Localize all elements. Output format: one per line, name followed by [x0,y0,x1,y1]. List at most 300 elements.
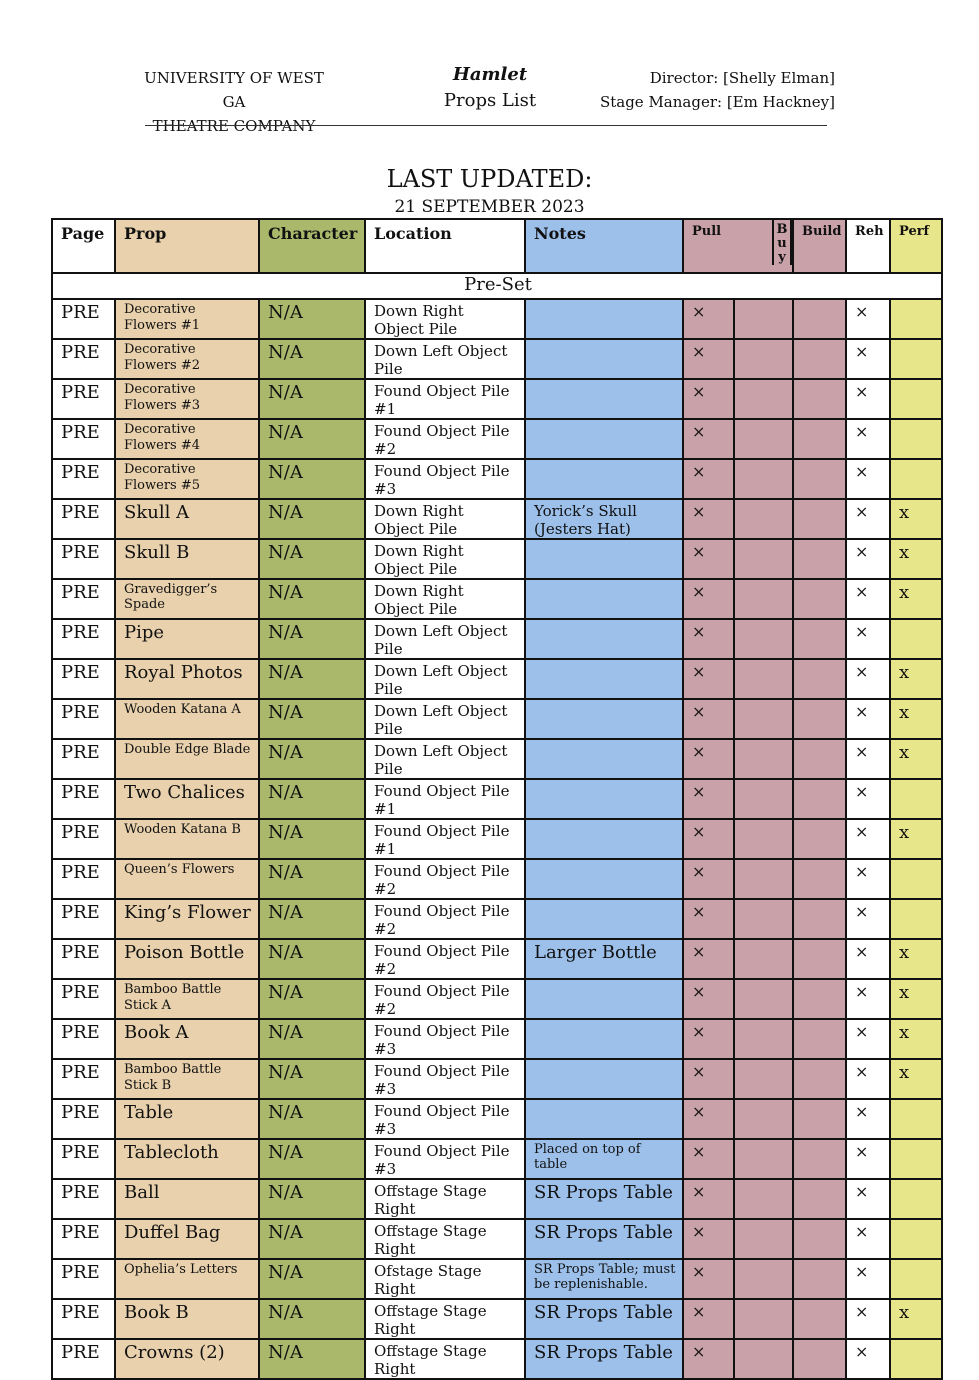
director-credit: Director: [Shelly Elman] [649,69,835,87]
cell-prop: Double Edge Blade [115,739,259,779]
cell-prop: Wooden Katana B [115,819,259,859]
cell-reh: × [846,499,890,539]
cell-pull: × [683,779,734,819]
table-row [52,499,942,539]
cell-pull: × [683,1179,734,1219]
cell-build [793,1259,846,1299]
cell-notes [525,1099,683,1139]
cell-pull: × [683,539,734,579]
cell-character: N/A [259,939,365,979]
cell-character: N/A [259,979,365,1019]
cell-pull: × [683,699,734,739]
document-title-block [420,62,560,114]
cell-buy [734,419,793,459]
cell-character: N/A [259,299,365,339]
cell-location: Found Object Pile #3 [365,1099,525,1139]
cell-perf: x [890,699,942,739]
table-row [52,1059,942,1099]
cell-location: Found Object Pile #3 [365,459,525,499]
cell-perf [890,1339,942,1379]
cell-prop: Skull B [115,539,259,579]
document-subtitle: Props List [443,90,537,111]
cell-pull: × [683,739,734,779]
cell-character: N/A [259,1059,365,1099]
table-row [52,1179,942,1219]
cell-pull: × [683,659,734,699]
cell-perf: x [890,1019,942,1059]
play-title: Hamlet [452,64,528,85]
cell-location: Found Object Pile #3 [365,1019,525,1059]
cell-notes [525,379,683,419]
col-header-character: Character [259,219,365,273]
cell-buy [734,1059,793,1099]
cell-prop: Poison Bottle [115,939,259,979]
cell-buy [734,1259,793,1299]
cell-build [793,339,846,379]
cell-notes [525,619,683,659]
cell-buy [734,1099,793,1139]
cell-pull: × [683,339,734,379]
cell-reh: × [846,1259,890,1299]
cell-page: PRE [52,499,115,539]
cell-notes [525,579,683,619]
table-row [52,1219,942,1259]
cell-character: N/A [259,659,365,699]
cell-pull: × [683,819,734,859]
cell-perf [890,339,942,379]
cell-page: PRE [52,819,115,859]
cell-build [793,619,846,659]
cell-pull: × [683,459,734,499]
props-table [51,218,943,1380]
cell-location: Offstage Stage Right [365,1339,525,1379]
cell-reh: × [846,819,890,859]
cell-location: Found Object Pile #2 [365,859,525,899]
cell-location: Down Left Object Pile [365,699,525,739]
cell-reh: × [846,419,890,459]
cell-notes [525,859,683,899]
organization-name [144,66,324,138]
table-row [52,539,942,579]
cell-location: Found Object Pile #1 [365,779,525,819]
cell-build [793,419,846,459]
cell-prop: Queen’s Flowers [115,859,259,899]
col-header-page: Page [52,219,115,273]
cell-perf: x [890,579,942,619]
cell-buy [734,619,793,659]
table-row [52,1299,942,1339]
cell-character: N/A [259,459,365,499]
document-header [0,62,979,135]
org-line-1: UNIVERSITY OF WEST GA [144,69,324,111]
col-header-buy: B u y [772,220,792,265]
cell-pull: × [683,1059,734,1099]
cell-character: N/A [259,619,365,659]
cell-perf [890,1099,942,1139]
cell-buy [734,1139,793,1179]
cell-perf: x [890,499,942,539]
cell-character: N/A [259,1339,365,1379]
cell-character: N/A [259,539,365,579]
cell-character: N/A [259,739,365,779]
cell-buy [734,1219,793,1259]
cell-perf [890,1179,942,1219]
cell-prop: Book B [115,1299,259,1339]
cell-notes: Placed on top of table [525,1139,683,1179]
cell-location: Found Object Pile #2 [365,979,525,1019]
cell-pull: × [683,619,734,659]
cell-buy [734,659,793,699]
cell-pull: × [683,979,734,1019]
cell-notes: SR Props Table [525,1339,683,1379]
table-row [52,459,942,499]
cell-character: N/A [259,779,365,819]
cell-build [793,299,846,339]
cell-pull: × [683,899,734,939]
cell-reh: × [846,979,890,1019]
col-header-pull: Pull [692,224,722,239]
cell-prop: Duffel Bag [115,1219,259,1259]
cell-reh: × [846,779,890,819]
cell-buy [734,459,793,499]
cell-pull: × [683,499,734,539]
cell-reh: × [846,539,890,579]
cell-reh: × [846,1139,890,1179]
cell-reh: × [846,859,890,899]
col-header-reh: Reh [846,219,890,273]
cell-reh: × [846,339,890,379]
stage-manager-credit: Stage Manager: [Em Hackney] [599,93,835,111]
cell-buy [734,1019,793,1059]
cell-location: Found Object Pile #2 [365,419,525,459]
cell-prop: Royal Photos [115,659,259,699]
cell-build [793,979,846,1019]
cell-character: N/A [259,1099,365,1139]
table-row [52,1099,942,1139]
cell-build [793,1019,846,1059]
cell-buy [734,859,793,899]
cell-build [793,539,846,579]
table-row [52,1339,942,1379]
cell-page: PRE [52,1299,115,1339]
cell-buy [734,579,793,619]
cell-reh: × [846,1019,890,1059]
cell-page: PRE [52,1019,115,1059]
cell-character: N/A [259,499,365,539]
cell-location: Offstage Stage Right [365,1219,525,1259]
cell-notes [525,699,683,739]
cell-notes: SR Props Table; must be replenishable. [525,1259,683,1299]
cell-notes [525,1019,683,1059]
cell-location: Down Left Object Pile [365,739,525,779]
cell-build [793,779,846,819]
cell-buy [734,539,793,579]
cell-buy [734,779,793,819]
cell-page: PRE [52,659,115,699]
cell-page: PRE [52,859,115,899]
cell-buy [734,939,793,979]
cell-perf: x [890,979,942,1019]
cell-page: PRE [52,459,115,499]
table-row [52,659,942,699]
table-row [52,979,942,1019]
cell-page: PRE [52,1099,115,1139]
cell-build [793,1059,846,1099]
cell-reh: × [846,299,890,339]
cell-reh: × [846,659,890,699]
table-row [52,1019,942,1059]
table-row [52,339,942,379]
cell-prop: Ophelia’s Letters [115,1259,259,1299]
cell-reh: × [846,1179,890,1219]
cell-perf [890,1259,942,1299]
cell-buy [734,299,793,339]
cell-notes [525,979,683,1019]
cell-pull: × [683,579,734,619]
cell-character: N/A [259,899,365,939]
cell-notes [525,539,683,579]
cell-prop: Table [115,1099,259,1139]
cell-page: PRE [52,699,115,739]
cell-build [793,499,846,539]
cell-buy [734,339,793,379]
cell-prop: Decorative Flowers #5 [115,459,259,499]
col-header-perf: Perf [890,219,942,273]
cell-pull: × [683,1299,734,1339]
cell-location: Offstage Stage Right [365,1179,525,1219]
cell-reh: × [846,1339,890,1379]
cell-perf [890,1139,942,1179]
cell-character: N/A [259,1019,365,1059]
cell-prop: Bamboo Battle Stick B [115,1059,259,1099]
table-row [52,379,942,419]
cell-pull: × [683,859,734,899]
cell-location: Found Object Pile #2 [365,899,525,939]
cell-pull: × [683,1259,734,1299]
cell-page: PRE [52,939,115,979]
cell-notes [525,459,683,499]
cell-build [793,699,846,739]
cell-prop: Bamboo Battle Stick A [115,979,259,1019]
cell-prop: Tablecloth [115,1139,259,1179]
cell-page: PRE [52,1179,115,1219]
cell-prop: Wooden Katana A [115,699,259,739]
cell-build [793,1099,846,1139]
table-row [52,299,942,339]
cell-build [793,1339,846,1379]
cell-notes: SR Props Table [525,1179,683,1219]
cell-reh: × [846,619,890,659]
cell-prop: Gravedigger’s Spade [115,579,259,619]
cell-notes [525,1059,683,1099]
cell-page: PRE [52,379,115,419]
section-row [52,273,942,299]
cell-perf: x [890,1299,942,1339]
cell-pull: × [683,1219,734,1259]
cell-perf: x [890,739,942,779]
cell-perf [890,1219,942,1259]
cell-location: Found Object Pile #3 [365,1059,525,1099]
cell-page: PRE [52,539,115,579]
cell-location: Down Right Object Pile [365,499,525,539]
cell-prop: Book A [115,1019,259,1059]
cell-prop: Two Chalices [115,779,259,819]
cell-buy [734,739,793,779]
cell-perf [890,459,942,499]
cell-character: N/A [259,1299,365,1339]
cell-prop: Decorative Flowers #3 [115,379,259,419]
cell-build [793,659,846,699]
cell-prop: Crowns (2) [115,1339,259,1379]
col-header-build: Build [793,219,846,273]
cell-reh: × [846,939,890,979]
cell-perf: x [890,539,942,579]
cell-reh: × [846,379,890,419]
cell-page: PRE [52,1339,115,1379]
header-divider [145,125,827,126]
cell-buy [734,1179,793,1219]
cell-build [793,819,846,859]
cell-location: Down Left Object Pile [365,619,525,659]
cell-notes: Larger Bottle [525,939,683,979]
last-updated-date: 21 SEPTEMBER 2023 [394,197,585,217]
cell-page: PRE [52,419,115,459]
cell-perf: x [890,819,942,859]
cell-location: Found Object Pile #1 [365,379,525,419]
cell-perf [890,419,942,459]
cell-buy [734,1339,793,1379]
cell-page: PRE [52,1059,115,1099]
cell-reh: × [846,579,890,619]
cell-prop: Decorative Flowers #1 [115,299,259,339]
col-header-prop: Prop [115,219,259,273]
cell-prop: Pipe [115,619,259,659]
table-row [52,859,942,899]
cell-pull: × [683,299,734,339]
cell-notes [525,779,683,819]
cell-character: N/A [259,699,365,739]
cell-pull: × [683,1019,734,1059]
cell-page: PRE [52,339,115,379]
staff-credits [575,66,835,114]
cell-pull: × [683,1139,734,1179]
cell-build [793,379,846,419]
cell-reh: × [846,739,890,779]
cell-build [793,1139,846,1179]
cell-prop: Ball [115,1179,259,1219]
cell-reh: × [846,1099,890,1139]
cell-location: Ofstage Stage Right [365,1259,525,1299]
cell-prop: Decorative Flowers #4 [115,419,259,459]
cell-notes: SR Props Table [525,1219,683,1259]
cell-character: N/A [259,1219,365,1259]
cell-build [793,1219,846,1259]
cell-character: N/A [259,1259,365,1299]
cell-page: PRE [52,979,115,1019]
cell-page: PRE [52,779,115,819]
cell-notes: Yorick’s Skull (Jesters Hat) [525,499,683,539]
cell-buy [734,1299,793,1339]
cell-buy [734,379,793,419]
cell-pull: × [683,419,734,459]
cell-location: Down Left Object Pile [365,659,525,699]
org-line-2: THEATRE COMPANY [152,117,316,135]
cell-notes [525,339,683,379]
cell-buy [734,819,793,859]
cell-character: N/A [259,1139,365,1179]
cell-buy [734,899,793,939]
last-updated-block [0,164,979,218]
table-row [52,819,942,859]
table-row [52,939,942,979]
cell-page: PRE [52,1219,115,1259]
last-updated-label: LAST UPDATED: [386,165,593,193]
cell-reh: × [846,459,890,499]
cell-character: N/A [259,419,365,459]
cell-notes [525,299,683,339]
cell-notes [525,899,683,939]
cell-reh: × [846,899,890,939]
cell-buy [734,499,793,539]
col-header-location: Location [365,219,525,273]
cell-location: Down Left Object Pile [365,339,525,379]
cell-character: N/A [259,819,365,859]
table-row [52,1259,942,1299]
cell-page: PRE [52,299,115,339]
cell-character: N/A [259,339,365,379]
cell-reh: × [846,1219,890,1259]
table-row [52,899,942,939]
cell-build [793,739,846,779]
cell-page: PRE [52,1139,115,1179]
table-row [52,619,942,659]
cell-perf [890,299,942,339]
cell-prop: Decorative Flowers #2 [115,339,259,379]
cell-location: Found Object Pile #2 [365,939,525,979]
cell-character: N/A [259,1179,365,1219]
cell-page: PRE [52,579,115,619]
table-header-row [52,219,942,273]
table-row [52,419,942,459]
cell-prop: King’s Flower [115,899,259,939]
cell-perf [890,379,942,419]
cell-pull: × [683,1339,734,1379]
cell-reh: × [846,1059,890,1099]
cell-page: PRE [52,899,115,939]
table-row [52,699,942,739]
cell-pull: × [683,379,734,419]
cell-build [793,459,846,499]
cell-buy [734,699,793,739]
cell-page: PRE [52,619,115,659]
cell-build [793,899,846,939]
cell-reh: × [846,1299,890,1339]
cell-buy [734,979,793,1019]
cell-perf: x [890,659,942,699]
cell-build [793,579,846,619]
cell-perf: x [890,1059,942,1099]
cell-character: N/A [259,379,365,419]
cell-character: N/A [259,859,365,899]
cell-perf [890,619,942,659]
cell-page: PRE [52,1259,115,1299]
cell-prop: Skull A [115,499,259,539]
cell-notes [525,739,683,779]
cell-notes: SR Props Table [525,1299,683,1339]
cell-pull: × [683,1099,734,1139]
cell-location: Found Object Pile #3 [365,1139,525,1179]
cell-pull: × [683,939,734,979]
